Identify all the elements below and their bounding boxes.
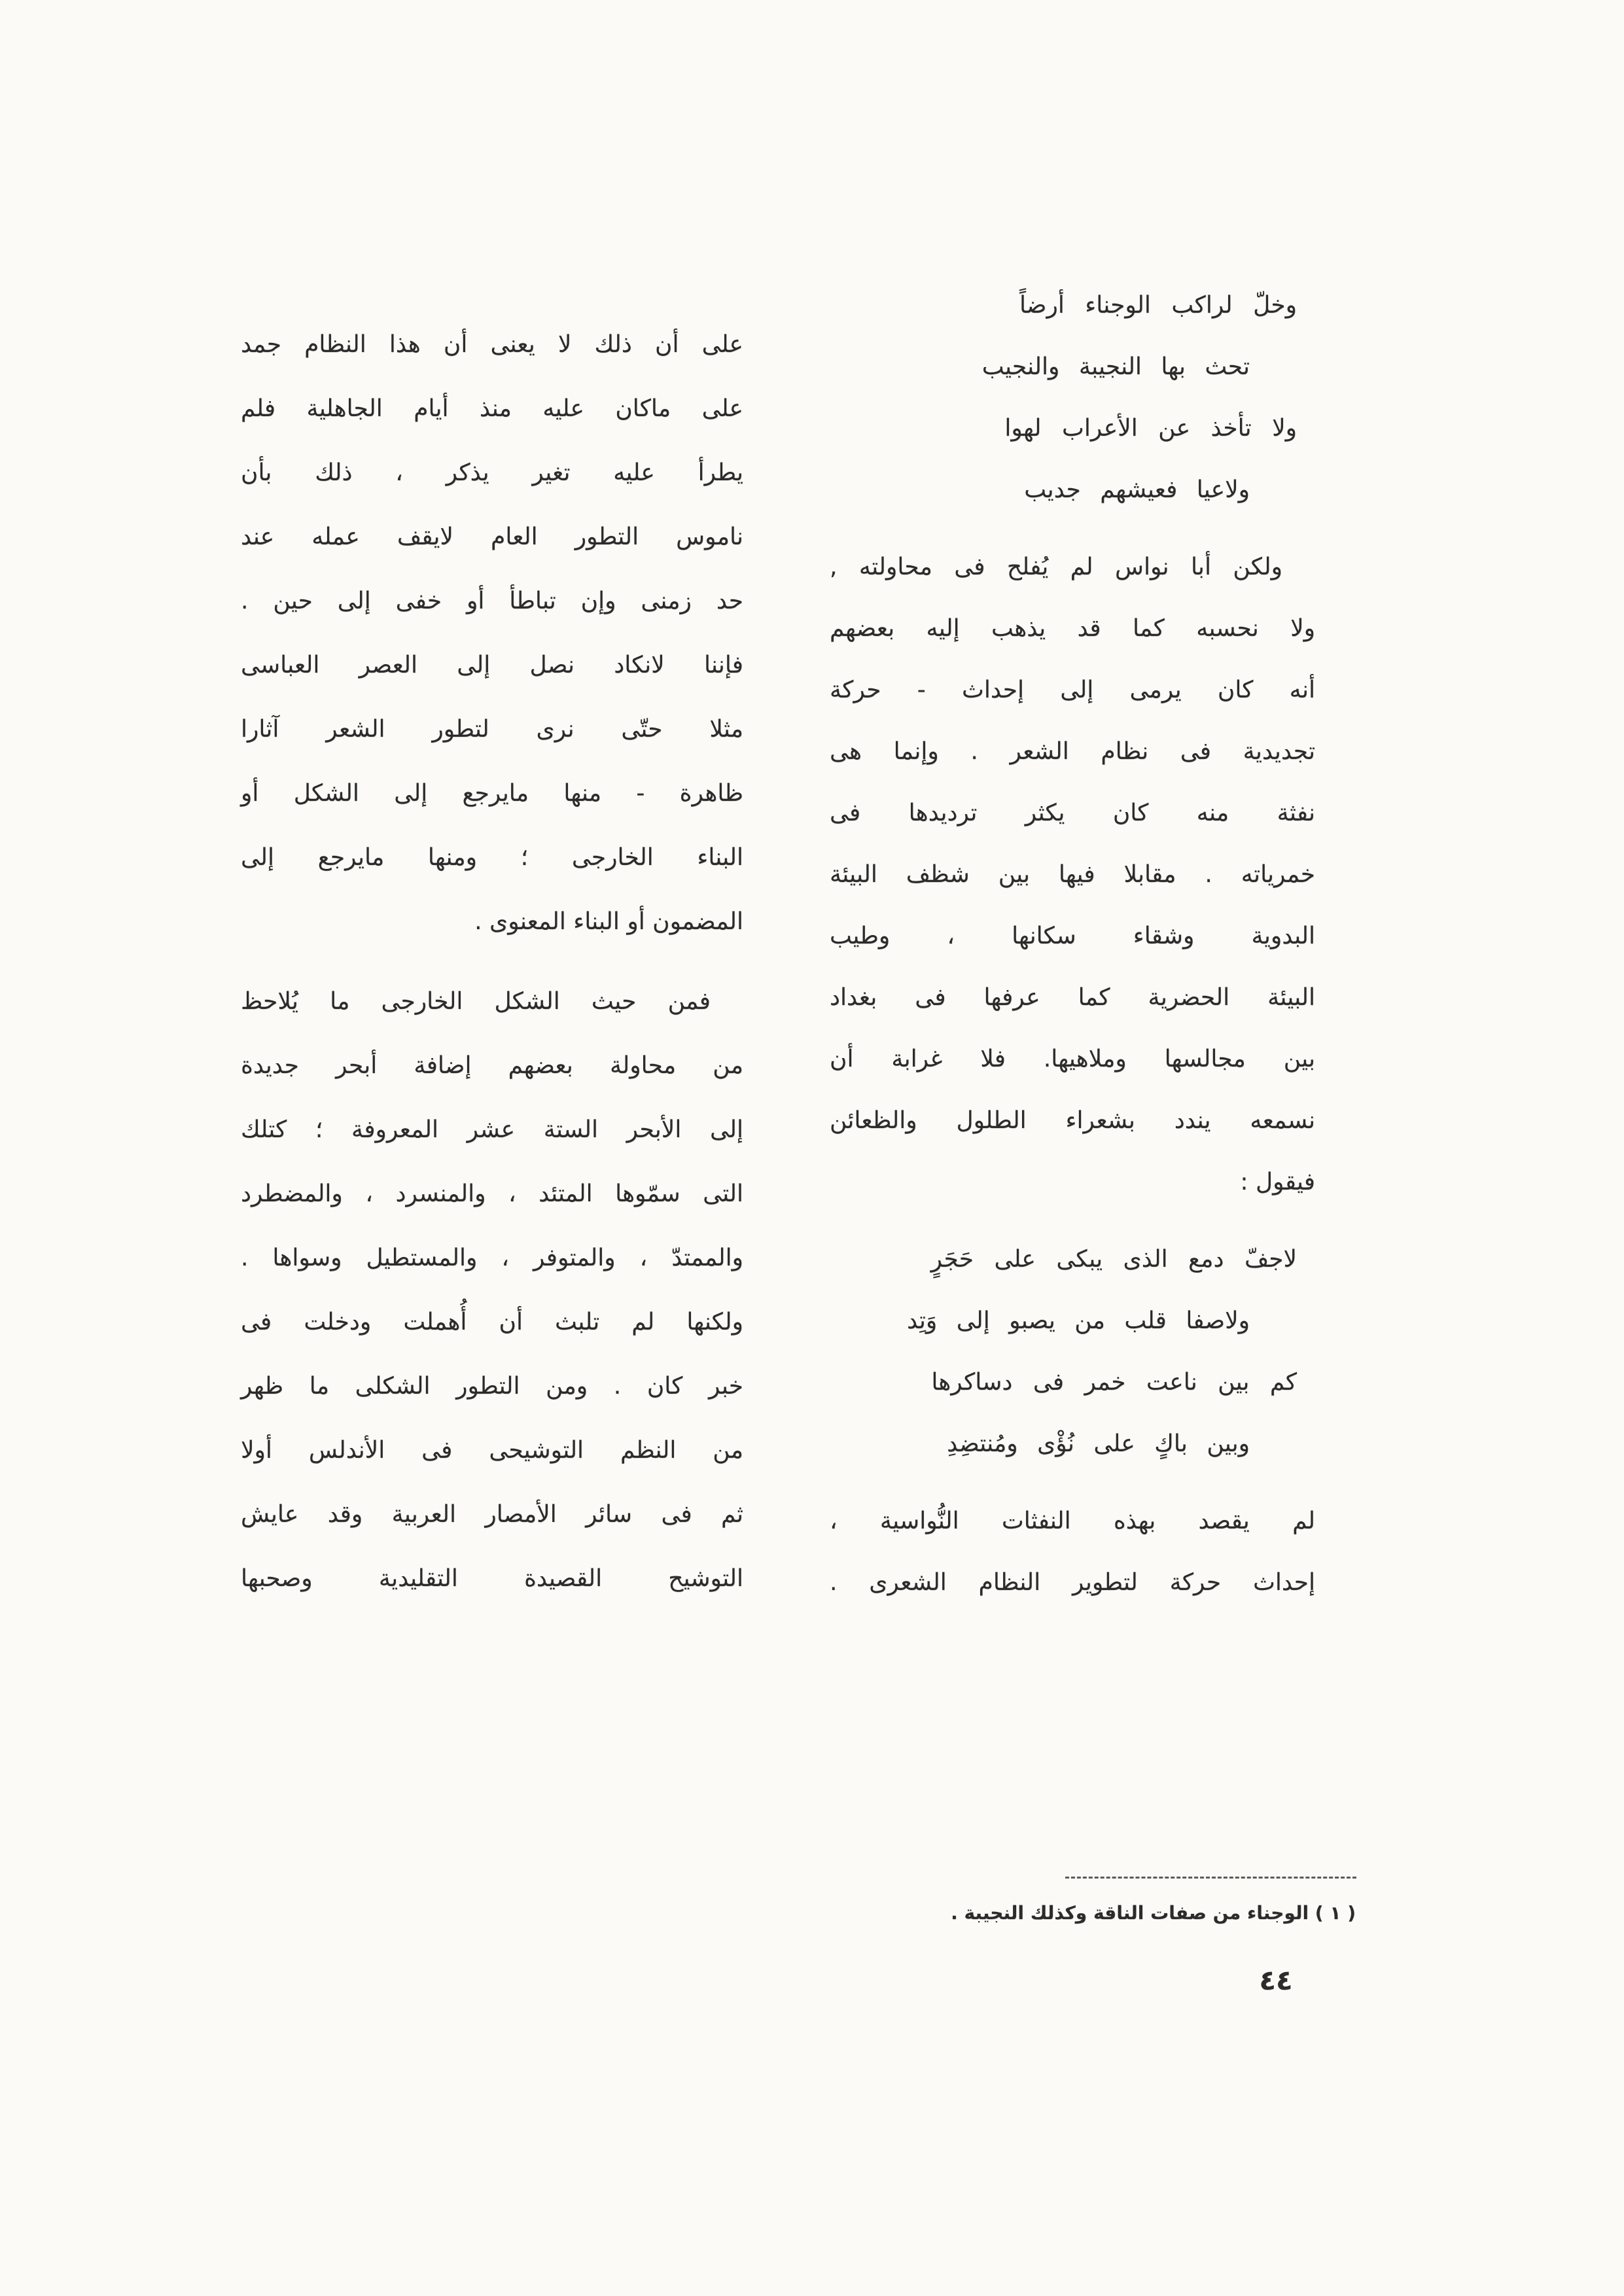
- text-line: ظاهرة - منها مايرجع إلى الشكل أو: [241, 780, 743, 807]
- text-line: خمرياته . مقابلا فيها بين شظف البيئة: [830, 861, 1315, 888]
- text-line: وخلّ لراكب الوجناء أرضاً: [1019, 292, 1297, 319]
- text-line: تجديدية فى نظام الشعر . وإنما هى: [830, 738, 1315, 765]
- text-line: ولا نحسبه كما قد يذهب إليه بعضهم: [830, 615, 1315, 642]
- text-line: ولاعيا فعيشهم جديب: [1024, 476, 1250, 503]
- text-line: التى سمّوها المتئد ، والمنسرد ، والمضطرد: [241, 1180, 743, 1207]
- text-line: التوشيح القصيدة التقليدية وصحبها: [241, 1565, 743, 1592]
- text-line: لاجفّ دمع الذى يبكى على حَجَرٍ: [930, 1246, 1297, 1273]
- line-spacer: [241, 954, 743, 970]
- text-line: البناء الخارجى ؛ ومنها مايرجع إلى: [241, 844, 743, 871]
- text-line: فإننا لانكاد نصل إلى العصر العباسى: [241, 652, 743, 679]
- text-line: ولكن أبا نواس لم يُفلح فى محاولته ,: [830, 554, 1282, 580]
- line-spacer: [830, 1475, 1315, 1491]
- left-text-column: [241, 313, 743, 1611]
- text-line: ولكنها لم تلبث أن أُهملت ودخلت فى: [241, 1309, 743, 1335]
- text-line: ولا تأخذ عن الأعراب لهوا: [1004, 415, 1297, 442]
- text-line: يطرأ عليه تغير يذكر ، ذلك بأن: [241, 459, 743, 486]
- text-line: فمن حيث الشكل الخارجى ما يُلاحظ: [241, 988, 711, 1015]
- text-line: مثلا حتّى نرى لتطور الشعر آثارا: [241, 716, 743, 743]
- footnote: ( ١ ) الوجناء من صفات الناقة وكذلك النجيبة .: [951, 1902, 1356, 1924]
- text-line: من محاولة بعضهم إضافة أبحر جديدة: [241, 1052, 743, 1079]
- text-line: البدوية وشقاء سكانها ، وطيب: [830, 923, 1315, 949]
- text-line: ناموس التطور العام لايقف عمله عند: [241, 523, 743, 550]
- line-spacer: [830, 1213, 1315, 1229]
- text-line: من النظم التوشيحى فى الأندلس أولا: [241, 1437, 743, 1464]
- text-line: نفثة منه كان يكثر ترديدها فى: [830, 800, 1315, 826]
- text-line: فيقول :: [1240, 1169, 1315, 1195]
- text-line: تحث بها النجيبة والنجيب: [981, 353, 1250, 380]
- right-text-column: [830, 275, 1315, 1614]
- text-line: نسمعه يندد بشعراء الطلول والظعائن: [830, 1107, 1315, 1134]
- text-line: أنه كان يرمى إلى إحداث - حركة: [830, 677, 1315, 703]
- text-line: إحداث حركة لتطوير النظام الشعرى .: [830, 1569, 1315, 1596]
- text-line: البيئة الحضرية كما عرفها فى بغداد: [830, 984, 1315, 1011]
- text-line: حد زمنى وإن تباطأ أو خفى إلى حين .: [241, 588, 743, 614]
- text-line: على أن ذلك لا يعنى أن هذا النظام جمد: [241, 331, 743, 358]
- text-line: بين مجالسها وملاهيها. فلا غرابة أن: [830, 1046, 1315, 1072]
- text-line: ولاصفا قلب من يصبو إلى وَتِد: [906, 1307, 1250, 1334]
- text-line: كم بين ناعت خمر فى دساكرها: [931, 1369, 1297, 1396]
- line-spacer: [830, 521, 1315, 537]
- text-line: ثم فى سائر الأمصار العربية وقد عايش: [241, 1501, 743, 1528]
- text-line: خبر كان . ومن التطور الشكلى ما ظهر: [241, 1373, 743, 1400]
- text-line: وبين باكٍ على نُؤْى ومُنتضِدِ: [947, 1430, 1250, 1457]
- text-line: على ماكان عليه منذ أيام الجاهلية فلم: [241, 395, 743, 422]
- text-line: والممتدّ ، والمتوفر ، والمستطيل وسواها .: [241, 1245, 743, 1271]
- text-line: لم يقصد بهذه النفثات النُّواسية ،: [830, 1508, 1315, 1534]
- page-number: ٤٤: [1259, 1964, 1293, 1996]
- text-line: إلى الأبحر الستة عشر المعروفة ؛ كتلك: [241, 1116, 743, 1143]
- footnote-divider: [1065, 1877, 1356, 1879]
- text-line: المضمون أو البناء المعنوى .: [474, 908, 743, 935]
